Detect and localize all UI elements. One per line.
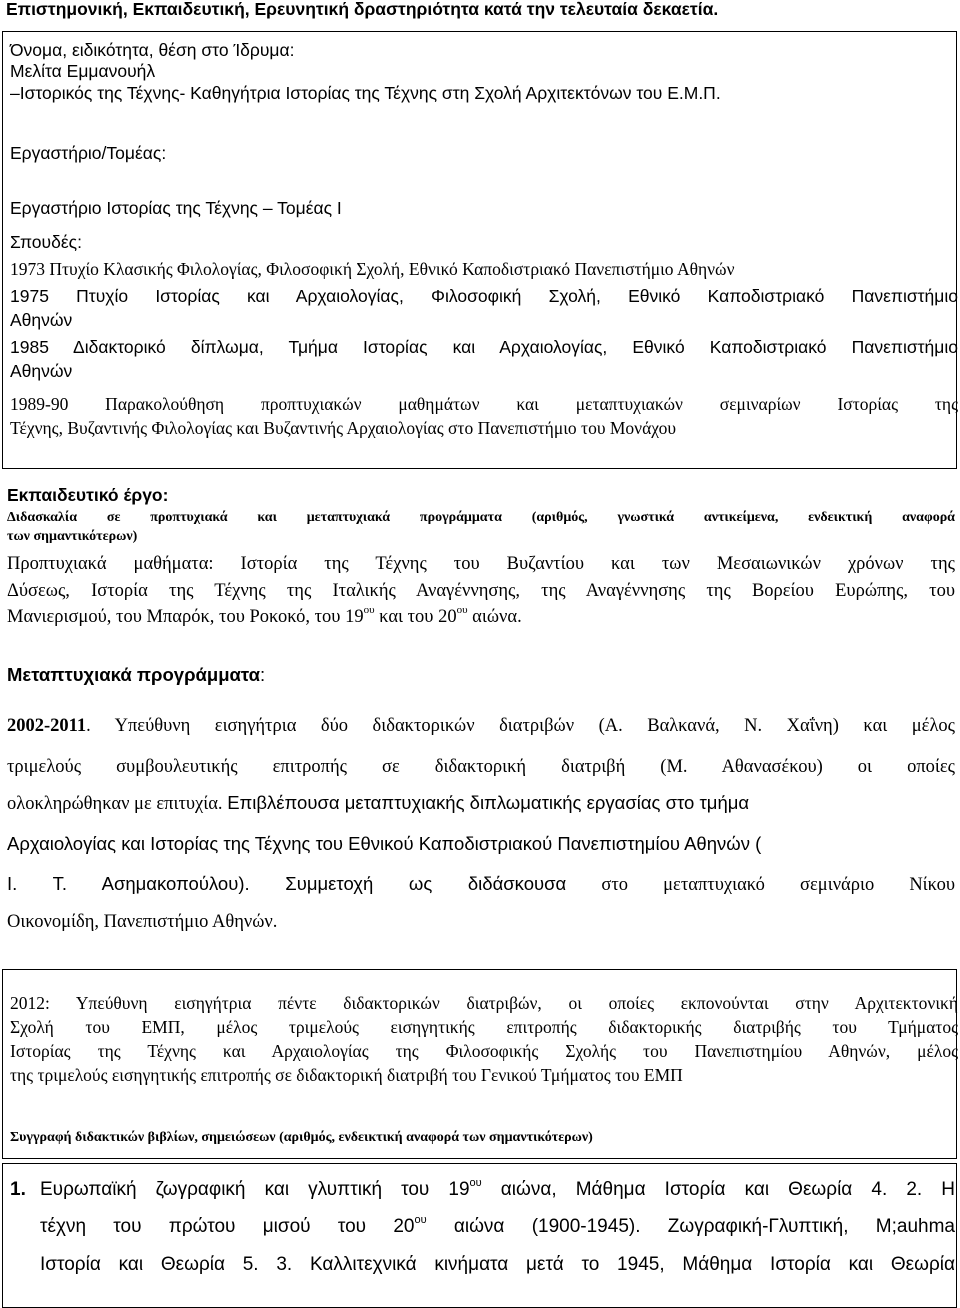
postgrad-entry-cont: Ι. Τ. Ασημακοπούλου). Συμμετοχή ως διδάσκουσα στο μεταπτυχιακό σεμινάριο Νίκου (7, 873, 955, 895)
studies-label: Σπουδές: (10, 232, 82, 252)
supervision-text: 2012: Υπεύθυνη εισηγήτρια πέντε διδακτορικών διατριβών, οι οποίες εκπονούνται στην Αρχιτεκτονική (10, 993, 958, 1013)
study-item-cont: Τέχνης, Βυζαντινής Φιλολογίας και Βυζαντινής Αρχαιολογίας στο Πανεπιστήμιο του Μονάχου (10, 418, 677, 438)
study-item: 1975 Πτυχίο Ιστορίας και Αρχαιολογίας, Φιλοσοφική Σχολή, Εθνικό Καποδιστριακό Πανεπιστήμιο (10, 286, 958, 306)
books-section (2, 1163, 957, 1308)
book-line: τέχνη του πρώτου μισού του $20^{o\upsilon}$ αιώνα (1900-1945). Ζωγραφική-Γλυπτική, Μ;auhma (40, 1213, 955, 1237)
book-number: 1. (10, 1179, 26, 1200)
undergrad-courses-cont: Δύσεως, Ιστορία της Τέχνης της Ιταλικής Αναγέννησης, της Αναγέννησης της Βορείου Ευρώπης, του (7, 581, 955, 601)
book-line: Ιστορία και Θεωρία 5. 3. Καλλιτεχνικά κινήματα μετά το 1945, Μάθημα Ιστορία και Θεωρία (40, 1254, 955, 1275)
study-item: 1989-90 Παρακολούθηση προπτυχιακών μαθημάτων και μεταπτυχιακών σεμιναρίων Ιστορίας της (10, 394, 958, 414)
person-name: Μελίτα Εμμανουήλ (10, 61, 156, 81)
postgrad-entry-cont: ολοκληρώθηκαν με επιτυχία. Επιβλέπουσα μεταπτυχιακής διπλωματικής εργασίας στο τμήμα (7, 792, 750, 814)
postgrad-label: Μεταπτυχιακά προγράμματα: (7, 664, 266, 685)
lab-label: Εργαστήριο/Τομέας: (10, 143, 167, 163)
teaching-label: Εκπαιδευτικό έργο: (7, 485, 169, 505)
postgrad-entry-cont: Αρχαιολογίας και Ιστορίας της Τέχνης του Εθνικού Καποδιστριακού Πανεπιστημίου Αθηνών ( (7, 833, 762, 854)
lab-value: Εργαστήριο Ιστορίας της Τέχνης – Τομέας Ι (10, 198, 342, 218)
teaching-subtitle-cont: των σημαντικότερων) (7, 529, 138, 544)
book-line: Ευρωπαϊκή ζωγραφική και γλυπτική του $19^{o\upsilon}$ αιώνα, Μάθημα Ιστορία και Θεωρία 4. 2. Η (40, 1176, 955, 1200)
name-label: Όνομα, ειδικότητα, θέση στο Ίδρυμα: (10, 40, 295, 60)
postgrad-entry-cont: Οικονομίδη, Πανεπιστήμιο Αθηνών. (7, 912, 278, 932)
study-item: 1973 Πτυχίο Κλασικής Φιλολογίας, Φιλοσοφική Σχολή, Εθνικό Καποδιστριακό Πανεπιστήμιο Αθηνών (10, 259, 735, 279)
page-heading: Επιστημονική, Εκπαιδευτική, Ερευνητική δραστηριότητα κατά την τελευταία δεκαετία. (6, 0, 719, 19)
study-item-cont: Αθηνών (10, 361, 73, 381)
postgrad-entry-cont: τριμελούς συμβουλευτικής επιτροπής σε διδακτορική διατριβή (Μ. Αθανασέκου) οι οποίες (7, 757, 955, 777)
postgrad-entry: 2002-2011. Υπεύθυνη εισηγήτρια δύο διδακτορικών διατριβών (Α. Βαλκανά, Ν. Χαΐνη) και μέλος (7, 716, 955, 736)
supervision-text: Ιστορίας της Τέχνης και Αρχαιολογίας της Φιλοσοφικής Σχολής του Πανεπιστημίου Αθηνών, μέλος (10, 1041, 958, 1061)
supervision-section (2, 969, 957, 1159)
undergrad-courses-end: Μανιερισμού, του Μπαρόκ, του Ροκοκό, του $19^{o\upsilon}$ και του $20^{o\upsilon}$ αιώνα. (7, 603, 522, 627)
profile-section (2, 31, 957, 469)
teaching-subtitle: Διδασκαλία σε προπτυχιακά και μεταπτυχιακά προγράμματα (αριθμός, γνωστικά αντικείμενα, ενδεικτική αναφορά (7, 510, 955, 525)
person-position: –Ιστορικός της Τέχνης- Καθηγήτρια Ιστορίας της Τέχνης στη Σχολή Αρχιτεκτόνων του Ε.Μ.Π. (10, 83, 721, 103)
study-item-cont: Αθηνών (10, 310, 73, 330)
books-label: Συγγραφή διδακτικών βιβλίων, σημειώσεων (αριθμός, ενδεικτική αναφορά των σημαντικότερων) (10, 1130, 593, 1145)
supervision-text: της τριμελούς εισηγητικής επιτροπής σε διδακτορική διατριβή του Γενικού Τμήματος του ΕΜΠ (10, 1065, 683, 1085)
study-item: 1985 Διδακτορικό δίπλωμα, Τμήμα Ιστορίας και Αρχαιολογίας, Εθνικό Καποδιστριακό Πανεπιστήμιο (10, 337, 958, 357)
undergrad-courses: Προπτυχιακά μαθήματα: Ιστορία της Τέχνης του Βυζαντίου και των Μεσαιωνικών χρόνων της (7, 554, 955, 574)
supervision-text: Σχολή του ΕΜΠ, μέλος τριμελούς εισηγητικής επιτροπής διδακτορικής διατριβής του Τμήματος (10, 1017, 958, 1037)
